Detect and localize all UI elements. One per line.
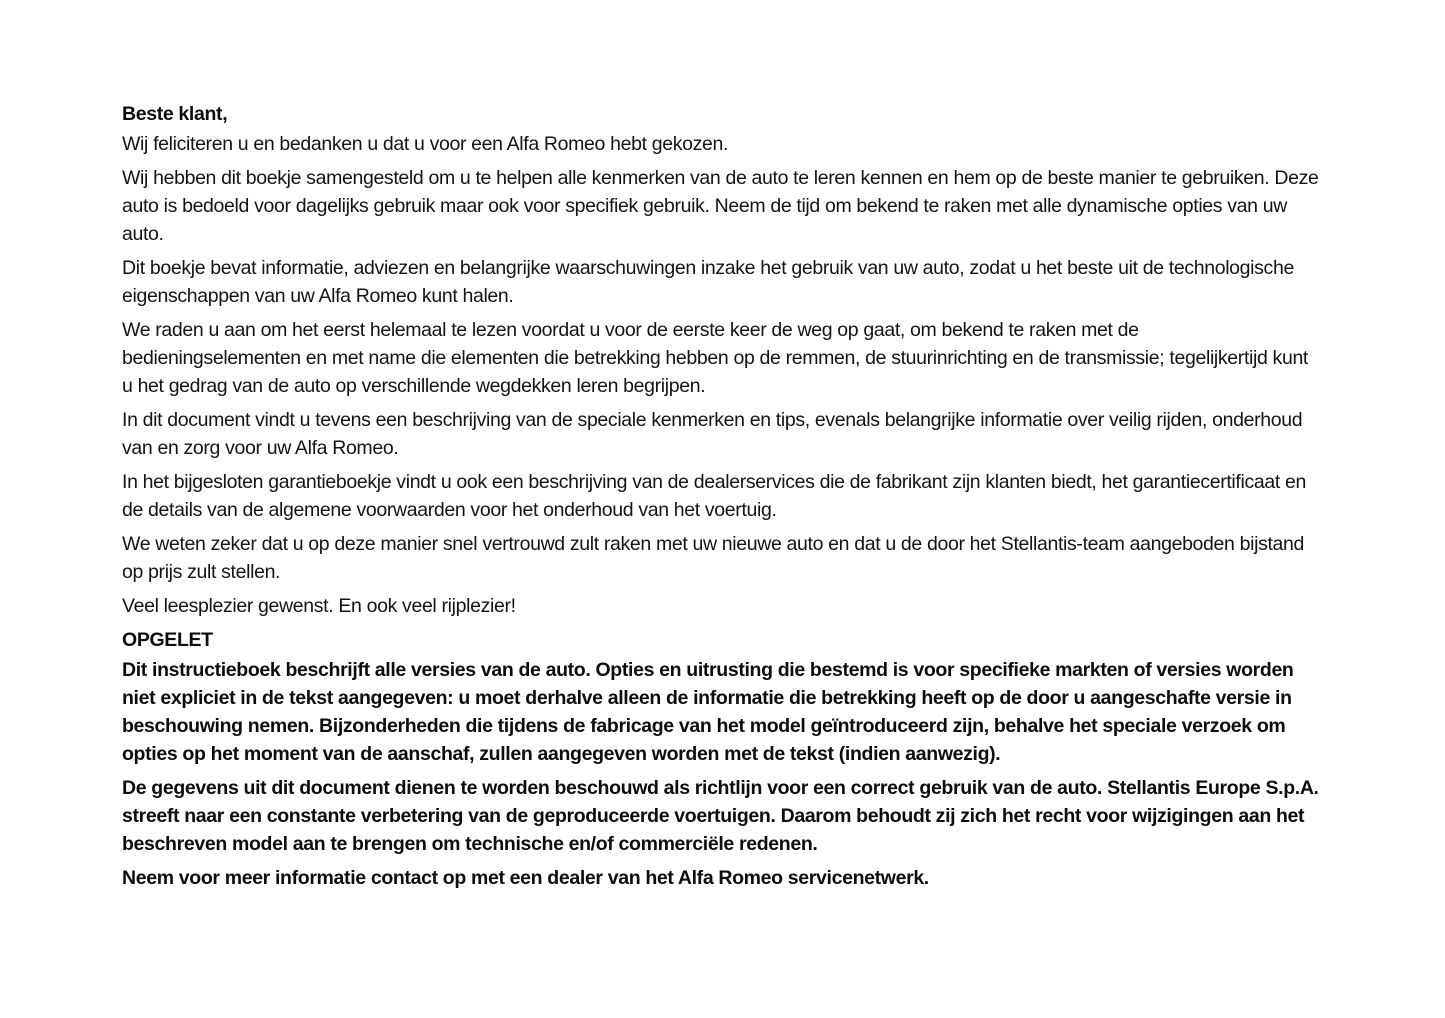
- warning-paragraph: De gegevens uit dit document dienen te worden beschouwd als richtlijn voor een correct gebruik van de auto. Stellantis Europe S.p.A. streeft naar een constante verbetering van de geproduceerde voertuigen. Daarom behoudt zij zich het recht voor wijzigingen aan het beschreven model aan te brengen om technische en/of commerciële redenen.: [122, 777, 1319, 855]
- manual-page: [122, 100, 1322, 898]
- paragraph: Wij feliciteren u en bedanken u dat u voor een Alfa Romeo hebt gekozen.: [122, 133, 729, 155]
- paragraph: In dit document vindt u tevens een beschrijving van de speciale kenmerken en tips, evenals belangrijke informatie over veilig rijden, onderhoud van en zorg voor uw Alfa Romeo.: [122, 409, 1303, 459]
- warning-heading: OPGELET: [122, 629, 213, 651]
- paragraph: Wij hebben dit boekje samengesteld om u te helpen alle kenmerken van de auto te leren kennen en hem op de beste manier te gebruiken. Deze auto is bedoeld voor dagelijks gebruik maar ook voor specifiek gebruik. Neem de tijd om bekend te raken met alle dynamische opties van uw auto.: [122, 167, 1319, 245]
- paragraph: We raden u aan om het eerst helemaal te lezen voordat u voor de eerste keer de weg op gaat, om bekend te raken met de bedieningselementen en met name die elementen die betrekking hebben op de remmen, de stuurinrichting en de transmissie; tegelijkertijd kunt u het gedrag van de auto op verschillende wegdekken leren begrijpen.: [122, 319, 1309, 397]
- paragraph: Veel leesplezier gewenst. En ook veel rijplezier!: [122, 595, 516, 617]
- greeting-heading: Beste klant,: [122, 103, 228, 125]
- closing-paragraph: Neem voor meer informatie contact op met een dealer van het Alfa Romeo servicenetwerk.: [122, 867, 929, 889]
- warning-paragraph: Dit instructieboek beschrijft alle versies van de auto. Opties en uitrusting die bestemd is voor specifieke markten of versies worden niet expliciet in de tekst aangegeven: u moet derhalve alleen de informatie die betrekking heeft op de door u aangeschafte versie in beschouwing nemen. Bijzonderheden die tijdens de fabricage van het model geïntroduceerd zijn, behalve het speciale verzoek om opties op het moment van de aanschaf, zullen aangegeven worden met de tekst (indien aanwezig).: [122, 659, 1294, 765]
- paragraph: In het bijgesloten garantieboekje vindt u ook een beschrijving van de dealerservices die de fabrikant zijn klanten biedt, het garantiecertificaat en de details van de algemene voorwaarden voor het onderhoud van het voertuig.: [122, 471, 1306, 521]
- paragraph: We weten zeker dat u op deze manier snel vertrouwd zult raken met uw nieuwe auto en dat u de door het Stellantis-team aangeboden bijstand op prijs zult stellen.: [122, 533, 1305, 583]
- paragraph: Dit boekje bevat informatie, adviezen en belangrijke waarschuwingen inzake het gebruik van uw auto, zodat u het beste uit de technologische eigenschappen van uw Alfa Romeo kunt halen.: [122, 257, 1294, 307]
